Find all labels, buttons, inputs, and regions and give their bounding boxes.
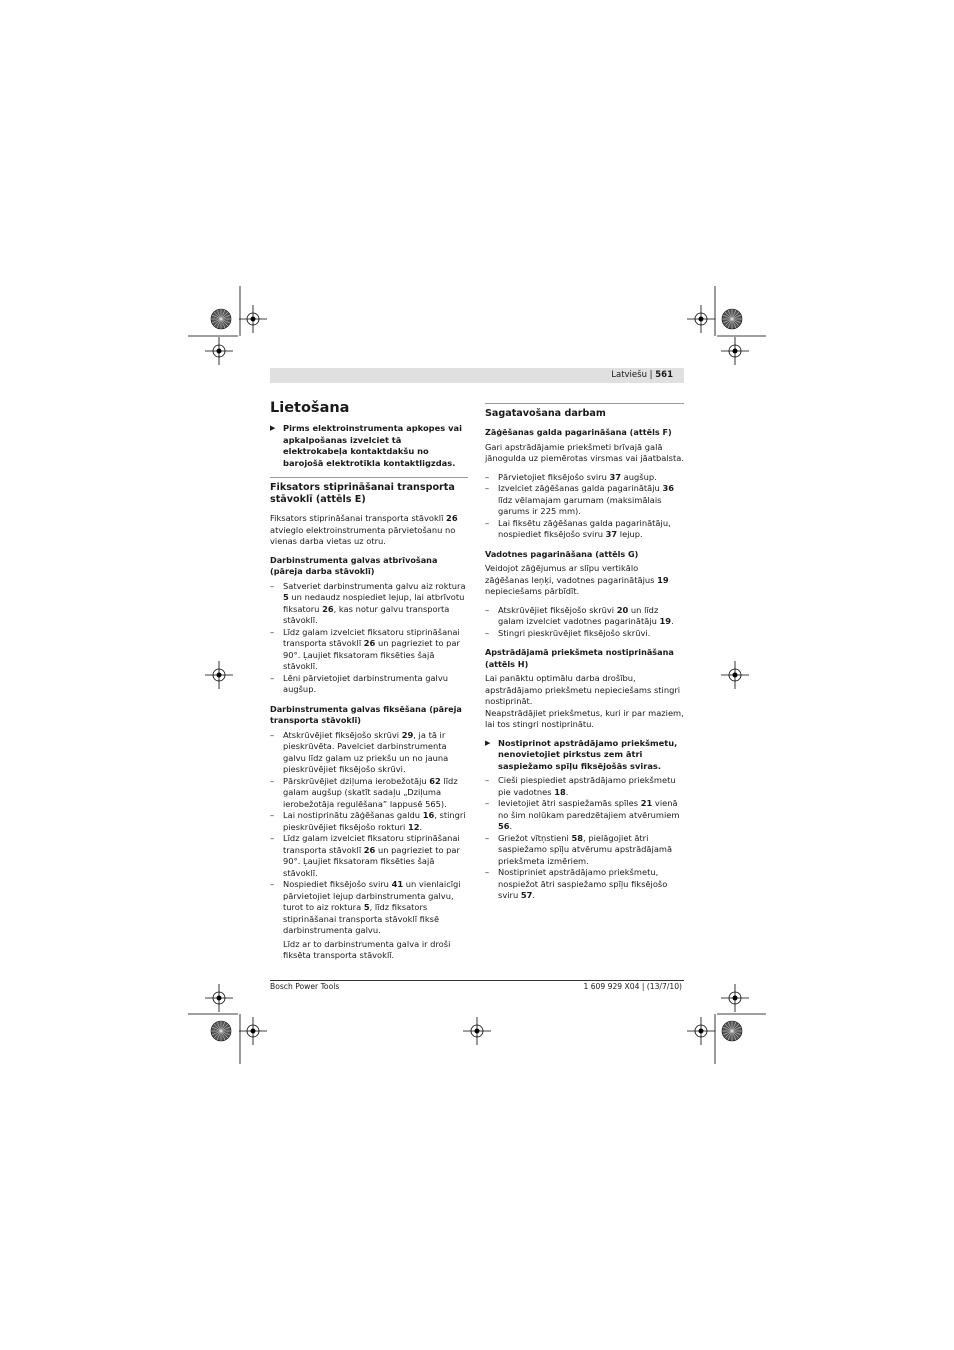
paragraph: Neapstrādājiet priekšmetus, kuri ir par maziem, lai tos stingri nostiprinātu.: [485, 707, 684, 729]
section-title-transport-lock: Fiksators stiprināšanai transporta stāvoklī (attēls E): [270, 477, 468, 506]
list-item: – Pārvietojiet fiksējošo sviru 37 augšup.: [485, 472, 684, 484]
list-item: – Atskrūvējiet fiksējošo skrūvi 20 un līdz galam izvelciet vadotnes pagarinātāju 19.: [485, 605, 684, 628]
paragraph: Fiksators stiprināšanai transporta stāvoklī 26 atvieglo elektroinstrumenta pārvietošanu no vienas darba vietas uz otru.: [270, 513, 458, 546]
right-column: [485, 403, 684, 910]
page-title: Lietošana: [270, 400, 350, 416]
list-item: – Līdz galam izvelciet fiksatoru stiprināšanai transporta stāvoklī 26 un pagrieziet to par 90°. Ļaujiet fiksatoram fiksēties šajā stāvoklī.: [270, 833, 468, 879]
instruction-list: [485, 775, 684, 902]
list-item: – Ievietojiet ātri saspiežamās spīles 21 vienā no šim nolūkam paredzētajiem atvērumiem 56.: [485, 798, 684, 833]
list-item: – Cieši piespiediet apstrādājamo priekšmetu pie vadotnes 18.: [485, 775, 684, 798]
footer-doc-number: 1 609 929 X04 | (13/7/10): [583, 982, 682, 991]
list-item: – Nospiediet fiksējošo sviru 41 un vienlaicīgi pārvietojiet lejup darbinstrumenta galvu, turot to aiz roktura 5, līdz fiksators stiprināšanai transporta stāvoklī fiksē darbinstrumenta galvu.: [270, 879, 468, 937]
subsection-title: Darbinstrumenta galvas atbrīvošana (pāreja darba stāvoklī): [270, 554, 438, 576]
section-title-preparation: Sagatavošana darbam: [485, 403, 684, 420]
list-item: – Līdz galam izvelciet fiksatoru stiprināšanai transporta stāvoklī 26 un pagrieziet to par 90°. Ļaujiet fiksatoram fiksēties šajā stāvoklī.: [270, 627, 468, 673]
list-item: – Lai nostiprinātu zāģēšanas galdu 16, stingri pieskrūvējiet fiksējošo rokturi 12.: [270, 810, 468, 833]
instruction-list: [485, 472, 684, 541]
instruction-list: [270, 730, 468, 937]
safety-warning: ▶ Nostiprinot apstrādājamo priekšmetu, nenovietojiet pirkstus zem ātri saspiežamo spīļu fiksējošās sviras.: [485, 738, 684, 773]
list-item: – Atskrūvējiet fiksējošo skrūvi 29, ja tā ir pieskrūvēta. Pavelciet darbinstrumenta galvu līdz galam uz priekšu un no jauna pieskrūvējiet fiksējošo skrūvi.: [270, 730, 468, 776]
paragraph: Veidojot zāģējumus ar slīpu vertikālo zāģēšanas leņķi, vadotnes pagarinātājus 19 nepieciešams pārbīdīt.: [485, 563, 669, 596]
list-item: – Stingri pieskrūvējiet fiksējošo skrūvi.: [485, 628, 684, 640]
list-item: – Nostipriniet apstrādājamo priekšmetu, nospiežot ātri saspiežamo spīļu fiksējošo sviru 57.: [485, 867, 684, 902]
list-item: – Lai fiksētu zāģēšanas galda pagarinātāju, nospiediet fiksējošo sviru 37 lejup.: [485, 518, 684, 541]
subsection-title: Vadotnes pagarināšana (attēls G): [485, 548, 639, 559]
instruction-list: [270, 581, 468, 696]
list-item: – Lēni pārvietojiet darbinstrumenta galvu augšup.: [270, 673, 468, 696]
footer-brand: Bosch Power Tools: [270, 982, 340, 991]
subsection-title: Zāģēšanas galda pagarināšana (attēls F): [485, 427, 672, 437]
list-item: – Izvelciet zāģēšanas galda pagarinātāju 36 līdz vēlamajam garumam (maksimālais garums ir 225 mm).: [485, 483, 684, 518]
footer-rule: [270, 980, 684, 981]
list-item: – Satveriet darbinstrumenta galvu aiz roktura 5 un nedaudz nospiediet lejup, lai atbrīvotu fiksatoru 26, kas notur galvu transporta stāvoklī.: [270, 581, 468, 627]
running-header: [611, 370, 673, 381]
continuation-text: Līdz ar to darbinstrumenta galva ir droši fiksēta transporta stāvoklī.: [283, 938, 451, 960]
header-language: Latviešu: [611, 370, 647, 380]
left-column: [270, 399, 468, 962]
subsection-title: Darbinstrumenta galvas fiksēšana (pāreja transporta stāvoklī): [270, 703, 462, 725]
page-number: 561: [655, 370, 673, 380]
list-item: – Pārskrūvējiet dziļuma ierobežotāju 62 līdz galam augšup (skatīt sadaļu „Dziļuma ierobežotāja regulēšana” lappusē 565).: [270, 776, 468, 811]
safety-warning: ▶ Pirms elektroinstrumenta apkopes vai apkalpošanas izvelciet tā elektrokabeļa kontaktdakšu no barojošā elektrotīkla kontaktligzdas.: [270, 423, 468, 469]
paragraph: Gari apstrādājamie priekšmeti brīvajā galā jānogulda uz piemērotas virsmas vai jāatbalsta.: [485, 441, 684, 463]
paragraph: Lai panāktu optimālu darba drošību, apstrādājamo priekšmetu nepieciešams stingri nostiprināt.: [485, 673, 681, 706]
header-separator: |: [649, 370, 653, 380]
instruction-list: [485, 605, 684, 640]
list-item: – Griežot vītņstieni 58, pielāgojiet ātri saspiežamo spīļu atvērumu apstrādājamā priekšmeta izmēriem.: [485, 833, 684, 868]
subsection-title: Apstrādājamā priekšmeta nostiprināšana (attēls H): [485, 647, 674, 669]
